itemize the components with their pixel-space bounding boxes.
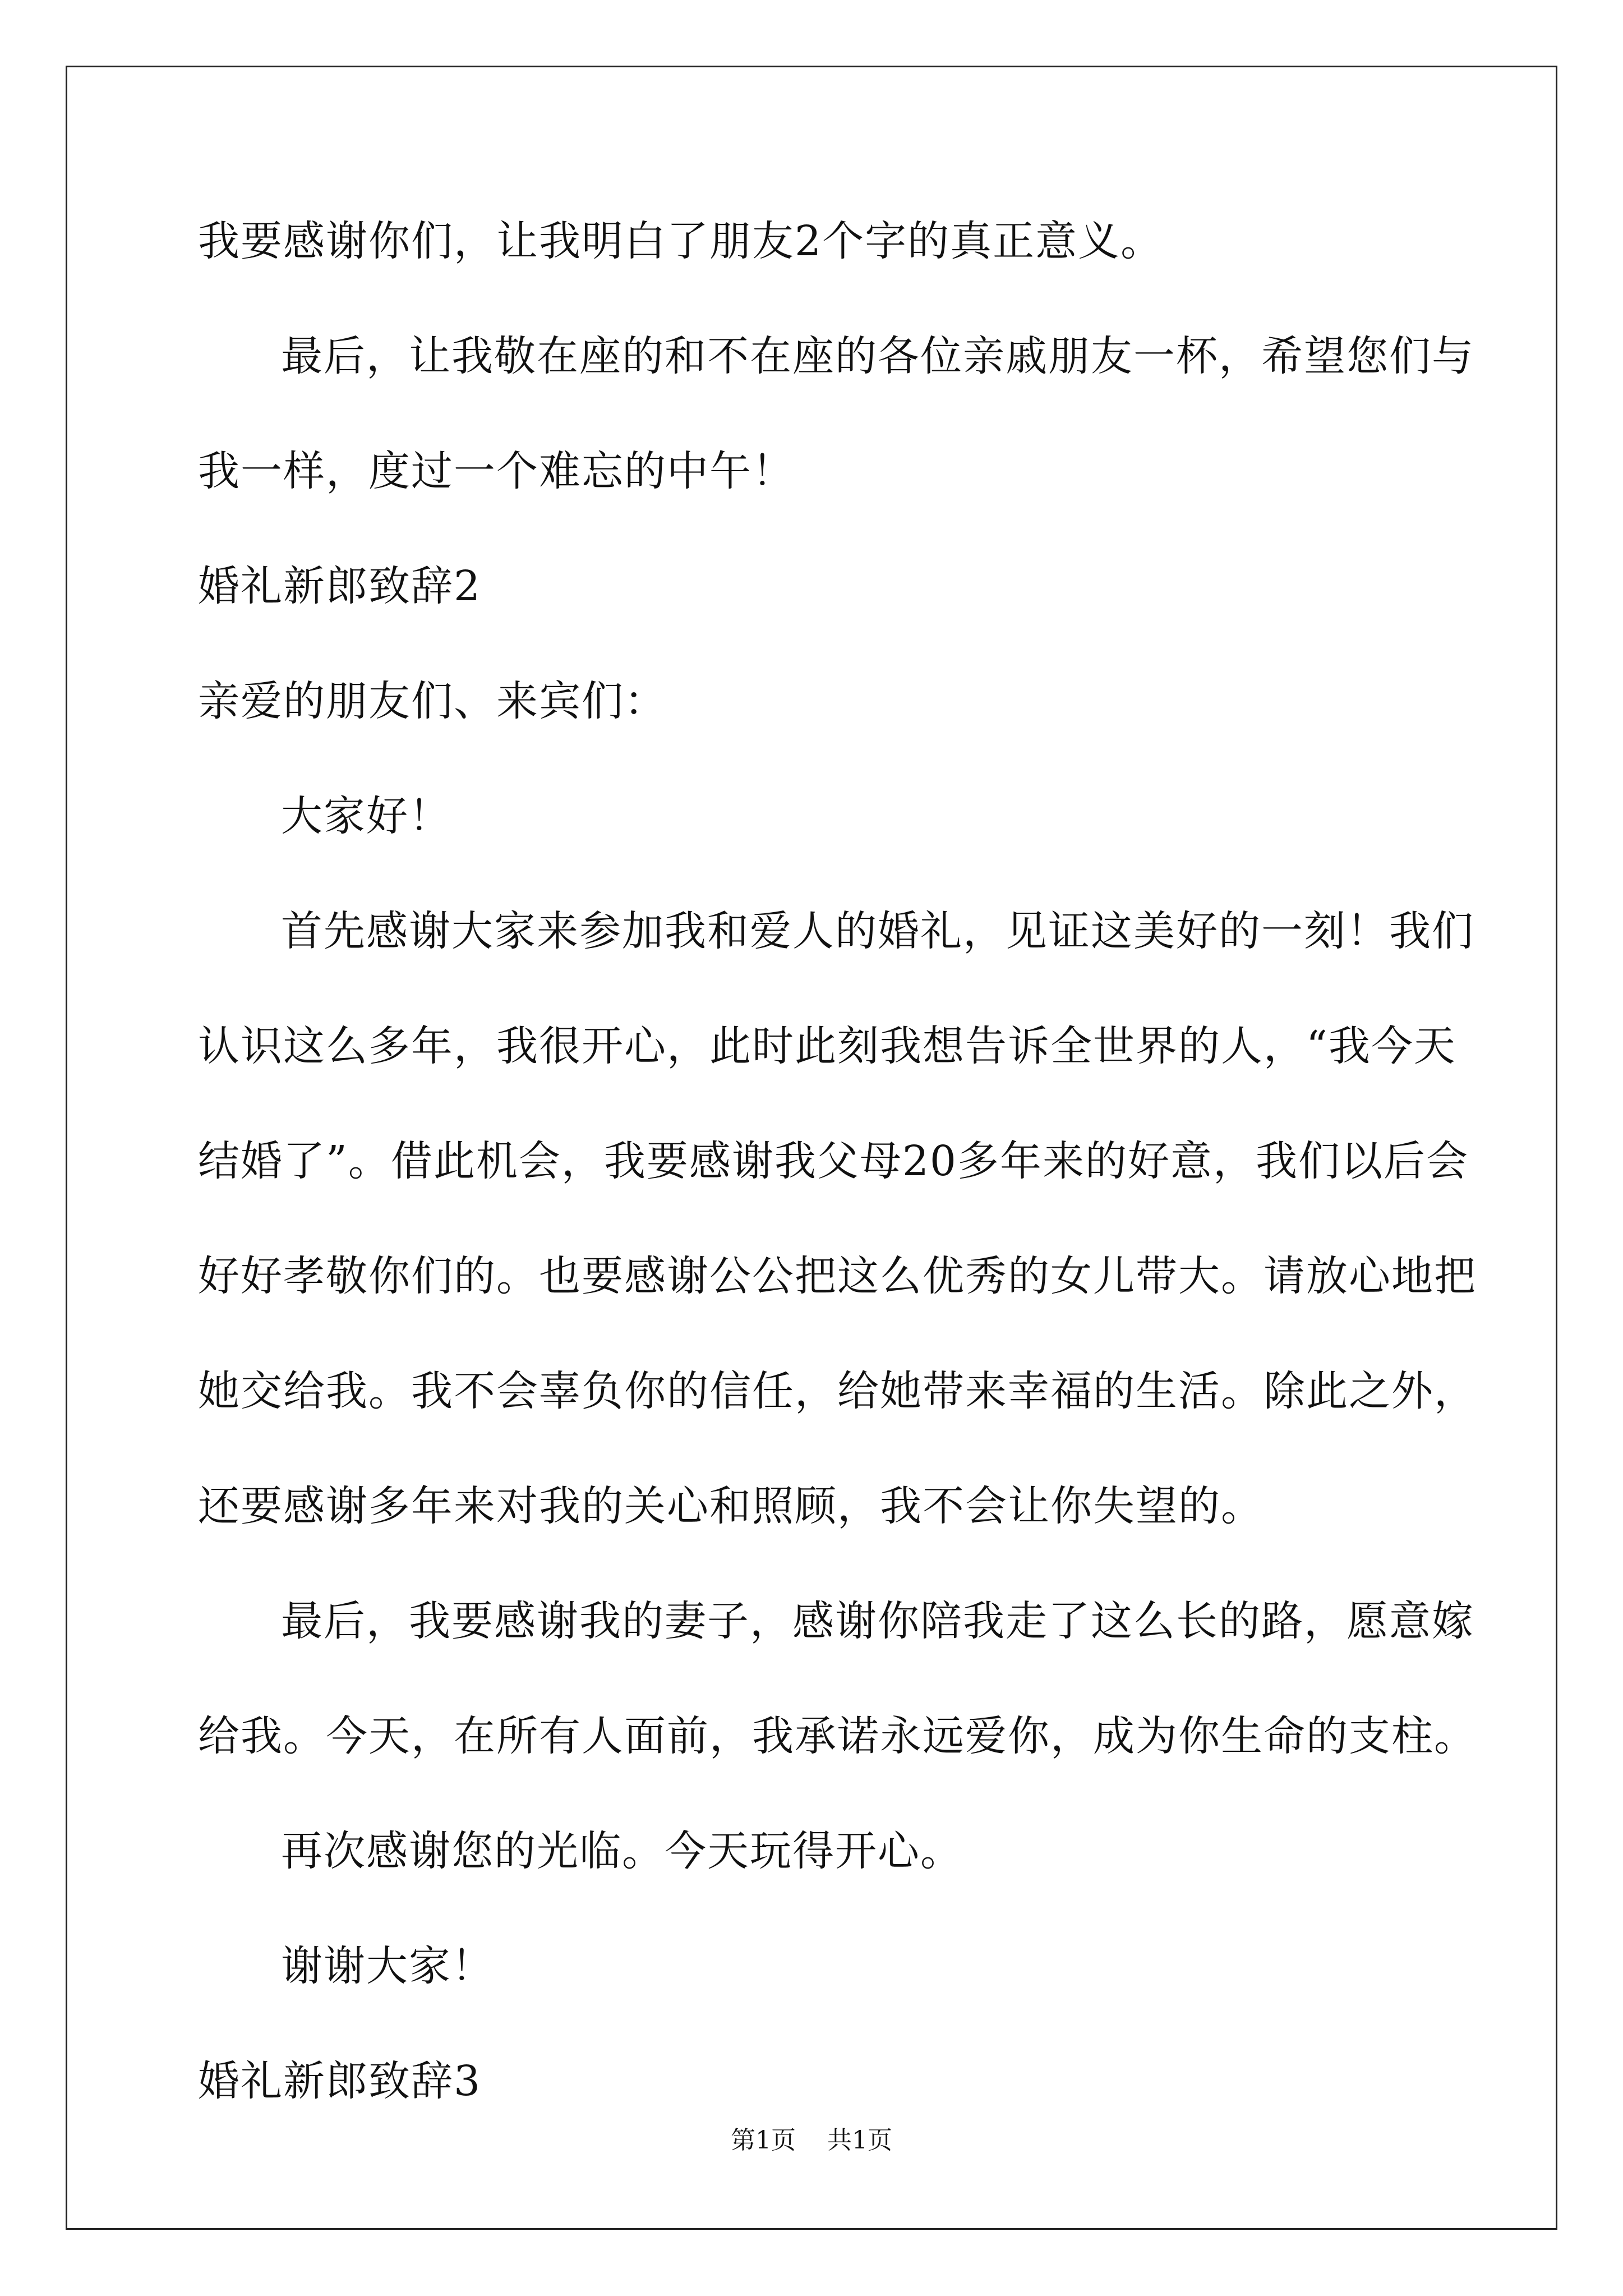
section-heading: 婚礼新郎致辞2 <box>198 562 482 610</box>
page-footer: 第1页 共1页 <box>731 2126 892 2155</box>
paragraph-line: 首先感谢大家来参加我和爱人的婚礼，见证这美好的一刻！我们 <box>281 907 1474 955</box>
closing-line: 谢谢大家！ <box>281 1942 494 1990</box>
salutation: 亲爱的朋友们、来宾们： <box>198 677 667 725</box>
paragraph-line: 她交给我。我不会辜负你的信任，给她带来幸福的生活。除此之外， <box>198 1367 1477 1415</box>
paragraph-line: 我一样，度过一个难忘的中午！ <box>198 447 795 495</box>
paragraph-line: 再次感谢您的光临。今天玩得开心。 <box>281 1827 963 1875</box>
paragraph-line: 认识这么多年，我很开心，此时此刻我想告诉全世界的人，“我今天 <box>198 1022 1456 1070</box>
paragraph-line: 给我。今天，在所有人面前，我承诺永远爱你，成为你生命的支柱。 <box>198 1712 1477 1760</box>
paragraph-line: 好好孝敬你们的。也要感谢公公把这么优秀的女儿带大。请放心地把 <box>198 1252 1477 1300</box>
paragraph-line: 还要感谢多年来对我的关心和照顾，我不会让你失望的。 <box>198 1482 1264 1530</box>
paragraph-line: 最后，让我敬在座的和不在座的各位亲戚朋友一杯，希望您们与 <box>281 332 1474 380</box>
paragraph-line: 我要感谢你们，让我明白了朋友2个字的真正意义。 <box>198 217 1164 265</box>
paragraph-line: 结婚了”。借此机会，我要感谢我父母20多年来的好意，我们以后会 <box>198 1137 1469 1185</box>
section-heading: 婚礼新郎致辞3 <box>198 2057 482 2105</box>
paragraph-line: 最后，我要感谢我的妻子，感谢你陪我走了这么长的路，愿意嫁 <box>281 1597 1474 1645</box>
greeting-line: 大家好！ <box>281 792 451 840</box>
